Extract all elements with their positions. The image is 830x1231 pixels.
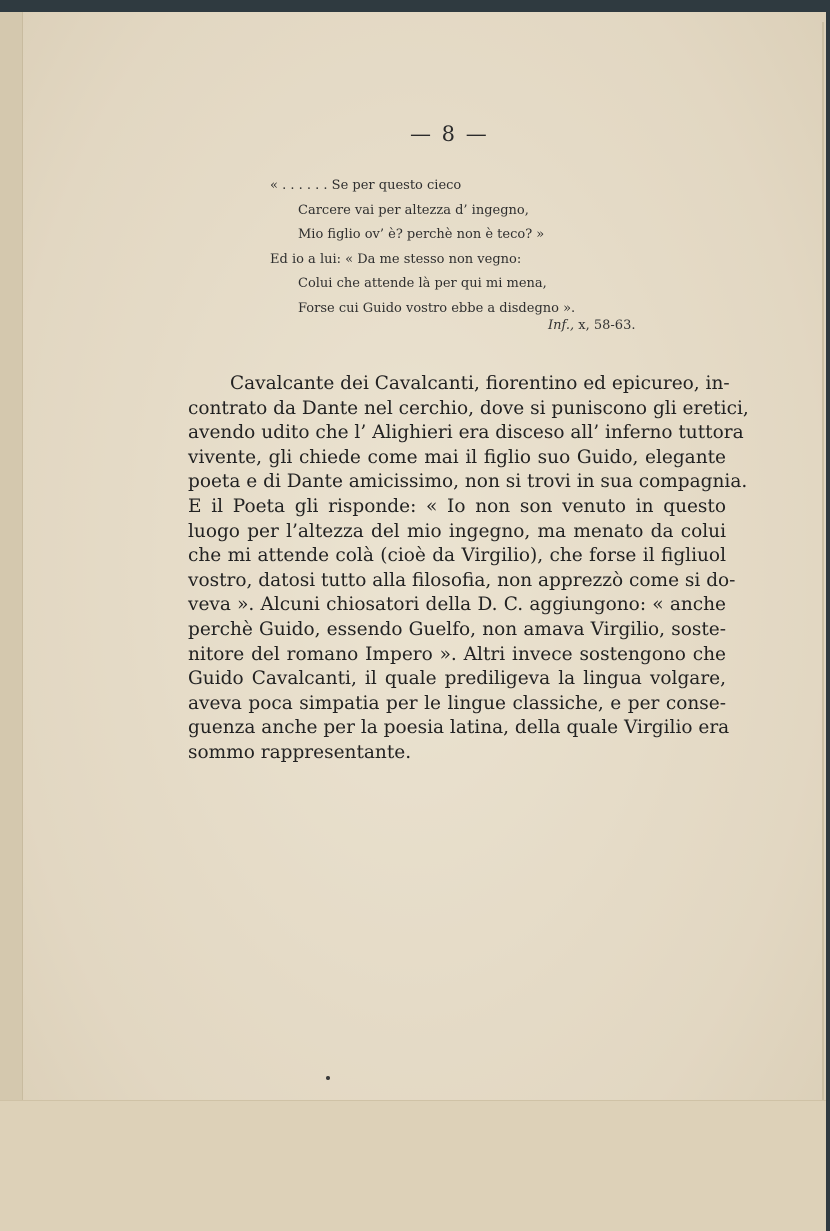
citation-reference: x, 58-63. bbox=[578, 318, 636, 333]
prose-line: guenza anche per la poesia latina, della quale Virgilio era bbox=[188, 717, 730, 739]
prose-line: perchè Guido, essendo Guelfo, non amava Virgilio, soste- bbox=[188, 618, 726, 640]
prose-line: nitore del romano Impero ». Altri invece sostengono che bbox=[188, 643, 726, 665]
prose-line: avendo udito che l’ Alighieri era disceso all’ inferno tuttora bbox=[188, 422, 744, 444]
verse-line: Forse cui Guido vostro ebbe a disdegno ». bbox=[298, 300, 576, 316]
ink-speck bbox=[326, 1076, 330, 1080]
verse-line: Mio figlio ov’ è? perchè non è teco? » bbox=[298, 227, 545, 242]
bottom-fold bbox=[0, 1100, 826, 1231]
prose-paragraph bbox=[188, 372, 749, 766]
prose-line: sommo rappresentante. bbox=[188, 741, 412, 763]
verse-line: Colui che attende là per qui mi mena, bbox=[298, 276, 547, 291]
citation-work: Inf., bbox=[548, 318, 575, 333]
prose-line: veva ». Alcuni chiosatori della D. C. aggiungono: « anche bbox=[188, 594, 726, 616]
verse-line: Ed io a lui: « Da me stesso non vegno: bbox=[270, 251, 522, 267]
citation bbox=[548, 318, 635, 333]
prose-line: contrato da Dante nel cerchio, dove si puniscono gli eretici, bbox=[188, 397, 749, 419]
prose-line: vostro, datosi tutto alla filosofia, non apprezzò come si do- bbox=[188, 569, 736, 591]
prose-line: Guido Cavalcanti, il quale prediligeva la lingua volgare, bbox=[188, 668, 726, 690]
prose-line: Cavalcante dei Cavalcanti, fiorentino ed epicureo, in- bbox=[230, 373, 730, 394]
prose-line: luogo per l’altezza del mio ingegno, ma menato da colui bbox=[188, 520, 726, 542]
prose-line: aveva poca simpatia per le lingue classiche, e per conse- bbox=[188, 692, 726, 714]
prose-line: che mi attende colà (cioè da Virgilio), che forse il figliuol bbox=[188, 545, 726, 567]
verse-line: « . . . . . . Se per questo cieco bbox=[270, 178, 462, 193]
prose-line: E il Poeta gli risponde: « Io non son venuto in questo bbox=[188, 495, 726, 517]
page-number: — 8 — bbox=[410, 122, 489, 146]
page-edge bbox=[0, 12, 23, 1230]
verse-line: Carcere vai per altezza d’ ingegno, bbox=[298, 202, 529, 218]
prose-line: vivente, gli chiede come mai il figlio suo Guido, elegante bbox=[188, 446, 726, 468]
prose-line: poeta e di Dante amicissimo, non si trovi in sua compagnia. bbox=[188, 471, 748, 493]
